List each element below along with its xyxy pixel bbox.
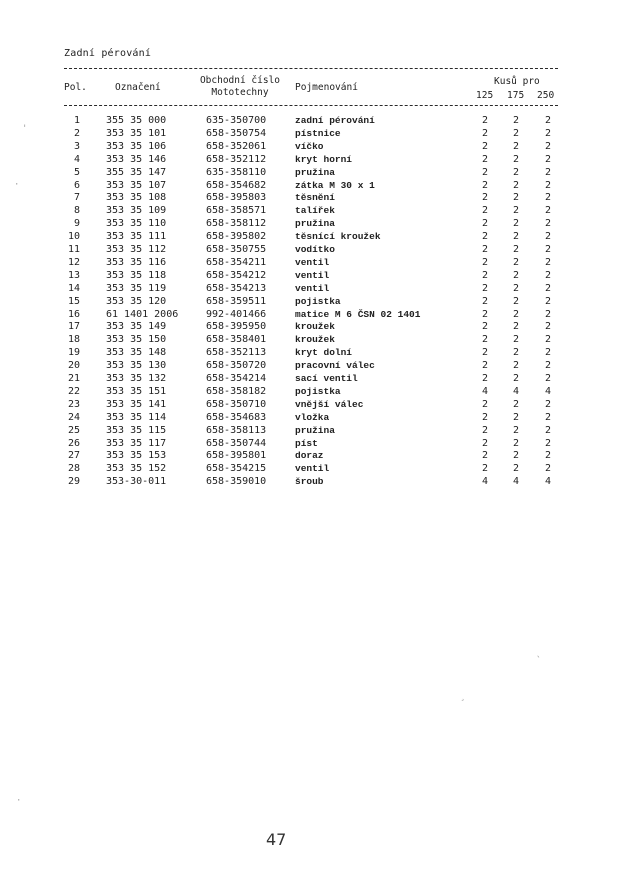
qty-175-cell: 2 <box>512 140 520 152</box>
trade-number-cell: 658-352112 <box>206 153 267 165</box>
qty-125-cell: 2 <box>481 231 489 243</box>
qty-125-cell: 2 <box>481 269 489 281</box>
table-row <box>0 269 630 282</box>
designation-cell: 61 1401 2006 <box>106 308 179 320</box>
position-cell: 10 <box>67 231 80 243</box>
trade-number-cell: 658-358113 <box>206 424 267 436</box>
trade-number-cell: 658-354682 <box>206 179 267 191</box>
trade-number-cell: 658-354212 <box>206 269 267 281</box>
qty-175-cell: 2 <box>512 218 520 230</box>
position-cell: 20 <box>67 360 80 372</box>
position-cell: 1 <box>73 115 80 126</box>
designation-cell: 353 35 132 <box>106 373 167 384</box>
qty-175-cell: 2 <box>512 463 520 475</box>
qty-125-cell: 2 <box>481 192 489 204</box>
name-cell: ventil <box>295 463 330 475</box>
position-cell: 13 <box>67 269 80 281</box>
qty-125-cell: 2 <box>481 256 489 268</box>
qty-175-cell: 2 <box>512 282 520 294</box>
table-row <box>0 153 630 166</box>
name-cell: zátka M 30 x 1 <box>295 179 375 191</box>
designation-cell: 353 35 111 <box>106 231 167 243</box>
trade-number-cell: 658-354211 <box>206 256 267 268</box>
position-cell: 24 <box>67 411 80 423</box>
name-cell: ventil <box>295 269 330 281</box>
qty-125-cell: 2 <box>481 166 489 178</box>
designation-cell: 353 35 141 <box>106 398 167 410</box>
qty-125-cell: 4 <box>481 385 489 397</box>
qty-175-cell: 2 <box>512 360 520 372</box>
trade-number-cell: 658-350720 <box>206 360 267 372</box>
position-cell: 17 <box>67 321 80 333</box>
designation-cell: 353 35 114 <box>106 411 167 423</box>
qty-175-cell: 2 <box>512 295 520 307</box>
trade-number-cell: 658-358182 <box>206 385 267 397</box>
position-cell: 19 <box>67 347 80 359</box>
qty-175-cell: 2 <box>512 205 520 217</box>
table-row <box>0 179 630 192</box>
position-cell: 25 <box>67 424 80 436</box>
position-cell: 16 <box>67 308 80 320</box>
qty-250-cell: 2 <box>544 282 552 294</box>
trade-number-cell: 658-395802 <box>206 231 267 243</box>
trade-number-cell: 658-395801 <box>206 450 267 462</box>
table-row <box>0 320 630 333</box>
qty-175-cell: 2 <box>512 347 520 359</box>
qty-175-cell: 2 <box>512 153 520 165</box>
qty-250-cell: 2 <box>544 231 552 243</box>
scan-speck: ' <box>22 124 28 134</box>
header-trade-number-line1: Obchodní číslo <box>199 75 281 86</box>
qty-250-cell: 2 <box>544 360 552 372</box>
qty-175-cell: 2 <box>512 244 520 255</box>
designation-cell: 353 35 107 <box>106 179 167 191</box>
designation-cell: 353 35 106 <box>106 140 167 152</box>
qty-175-cell: 2 <box>512 334 520 346</box>
name-cell: ventil <box>295 282 330 294</box>
qty-250-cell: 2 <box>544 192 552 204</box>
trade-number-cell: 992-401466 <box>206 308 267 320</box>
table-row <box>0 437 630 450</box>
position-cell: 12 <box>67 256 80 268</box>
position-cell: 18 <box>67 334 80 346</box>
qty-250-cell: 2 <box>544 179 552 191</box>
position-cell: 7 <box>73 192 80 204</box>
designation-cell: 353 35 116 <box>106 256 167 268</box>
table-row <box>0 475 630 488</box>
page-number: 47 <box>266 830 287 849</box>
position-cell: 23 <box>67 398 80 410</box>
designation-cell: 353 35 118 <box>106 269 167 281</box>
position-cell: 27 <box>67 450 80 462</box>
position-cell: 9 <box>73 218 80 230</box>
qty-125-cell: 2 <box>481 153 489 165</box>
name-cell: pružina <box>295 424 335 436</box>
name-cell: doraz <box>295 450 324 462</box>
designation-cell: 353 35 101 <box>106 127 167 139</box>
qty-250-cell: 2 <box>544 411 552 423</box>
name-cell: sací ventil <box>295 373 358 384</box>
designation-cell: 353 35 146 <box>106 153 167 165</box>
qty-125-cell: 2 <box>481 347 489 359</box>
trade-number-cell: 658-359010 <box>206 476 267 488</box>
trade-number-cell: 658-354213 <box>206 282 267 294</box>
table-row <box>0 295 630 308</box>
qty-125-cell: 2 <box>481 321 489 333</box>
qty-250-cell: 4 <box>544 476 552 488</box>
name-cell: vodítko <box>295 244 335 255</box>
name-cell: šroub <box>295 476 324 488</box>
position-cell: 6 <box>73 179 80 191</box>
qty-125-cell: 2 <box>481 308 489 320</box>
position-cell: 21 <box>67 373 80 384</box>
qty-250-cell: 2 <box>544 437 552 449</box>
qty-175-cell: 2 <box>512 373 520 384</box>
table-row <box>0 282 630 295</box>
qty-125-cell: 2 <box>481 411 489 423</box>
qty-175-cell: 2 <box>512 179 520 191</box>
name-cell: vložka <box>295 411 330 423</box>
table-row <box>0 424 630 437</box>
header-rule-bottom <box>64 105 558 106</box>
header-rule-top <box>64 68 558 69</box>
name-cell: kryt dolní <box>295 347 353 359</box>
qty-175-cell: 2 <box>512 256 520 268</box>
header-qty-175: 175 <box>507 90 525 101</box>
designation-cell: 353 35 153 <box>106 450 167 462</box>
scan-speck: ` <box>536 656 542 666</box>
header-trade-number <box>188 75 292 99</box>
table-row <box>0 359 630 372</box>
trade-number-cell: 658-358401 <box>206 334 267 346</box>
designation-cell: 353 35 148 <box>106 347 167 359</box>
scan-speck: · <box>14 180 20 190</box>
qty-125-cell: 2 <box>481 360 489 372</box>
name-cell: kroužek <box>295 334 335 346</box>
position-cell: 14 <box>67 282 80 294</box>
position-cell: 15 <box>67 295 80 307</box>
designation-cell: 353 35 108 <box>106 192 167 204</box>
table-row <box>0 217 630 230</box>
header-name: Pojmenování <box>295 82 358 93</box>
qty-250-cell: 2 <box>544 373 552 384</box>
designation-cell: 353 35 119 <box>106 282 167 294</box>
qty-250-cell: 2 <box>544 269 552 281</box>
qty-125-cell: 2 <box>481 373 489 384</box>
name-cell: matice M 6 ČSN 02 1401 <box>295 308 421 320</box>
header-designation: Označení <box>115 82 161 93</box>
trade-number-cell: 658-352113 <box>206 347 267 359</box>
designation-cell: 353 35 149 <box>106 321 167 333</box>
qty-125-cell: 2 <box>481 437 489 449</box>
name-cell: kryt horní <box>295 153 353 165</box>
table-row <box>0 256 630 269</box>
table-row <box>0 308 630 321</box>
trade-number-cell: 658-354683 <box>206 411 267 423</box>
header-quantity-for: Kusů pro <box>494 76 540 87</box>
trade-number-cell: 658-354215 <box>206 463 267 475</box>
name-cell: pojistka <box>295 295 341 307</box>
table-row <box>0 191 630 204</box>
name-cell: pojistka <box>295 385 341 397</box>
table-row <box>0 140 630 153</box>
header-qty-125: 125 <box>476 90 494 101</box>
header-trade-number-line2: Mototechny <box>211 87 269 98</box>
name-cell: zadní pérování <box>295 115 375 126</box>
qty-175-cell: 2 <box>512 424 520 436</box>
designation-cell: 353 35 130 <box>106 360 167 372</box>
position-cell: 8 <box>73 205 80 217</box>
name-cell: talířek <box>295 205 335 217</box>
qty-125-cell: 2 <box>481 244 489 255</box>
designation-cell: 353 35 112 <box>106 244 167 255</box>
qty-250-cell: 2 <box>544 218 552 230</box>
qty-125-cell: 2 <box>481 463 489 475</box>
trade-number-cell: 658-350710 <box>206 398 267 410</box>
qty-250-cell: 2 <box>544 321 552 333</box>
table-row <box>0 204 630 217</box>
position-cell: 3 <box>73 140 80 152</box>
qty-175-cell: 4 <box>512 385 520 397</box>
name-cell: těsnění <box>295 192 335 204</box>
qty-175-cell: 2 <box>512 127 520 139</box>
position-cell: 4 <box>73 153 80 165</box>
trade-number-cell: 658-359511 <box>206 295 267 307</box>
qty-250-cell: 2 <box>544 244 552 255</box>
name-cell: kroužek <box>295 321 335 333</box>
qty-125-cell: 4 <box>481 476 489 488</box>
qty-125-cell: 2 <box>481 295 489 307</box>
designation-cell: 353 35 151 <box>106 385 167 397</box>
qty-250-cell: 2 <box>544 140 552 152</box>
qty-250-cell: 2 <box>544 153 552 165</box>
qty-125-cell: 2 <box>481 179 489 191</box>
trade-number-cell: 658-350754 <box>206 127 267 139</box>
trade-number-cell: 635-350700 <box>206 115 267 126</box>
qty-250-cell: 2 <box>544 347 552 359</box>
table-row <box>0 127 630 140</box>
designation-cell: 353 35 115 <box>106 424 167 436</box>
qty-175-cell: 2 <box>512 437 520 449</box>
trade-number-cell: 658-350744 <box>206 437 267 449</box>
table-row <box>0 230 630 243</box>
qty-250-cell: 2 <box>544 398 552 410</box>
trade-number-cell: 658-354214 <box>206 373 267 384</box>
qty-250-cell: 2 <box>544 308 552 320</box>
position-cell: 11 <box>67 244 80 255</box>
name-cell: pracovní válec <box>295 360 375 372</box>
qty-175-cell: 4 <box>512 476 520 488</box>
table-row <box>0 346 630 359</box>
name-cell: pružina <box>295 166 335 178</box>
scan-speck: ¸ <box>460 692 466 702</box>
qty-250-cell: 2 <box>544 424 552 436</box>
position-cell: 22 <box>67 385 80 397</box>
position-cell: 2 <box>73 127 80 139</box>
position-cell: 28 <box>67 463 80 475</box>
name-cell: pružina <box>295 218 335 230</box>
designation-cell: 353 35 152 <box>106 463 167 475</box>
qty-175-cell: 2 <box>512 308 520 320</box>
qty-250-cell: 2 <box>544 256 552 268</box>
qty-250-cell: 2 <box>544 166 552 178</box>
name-cell: píst <box>295 437 318 449</box>
table-row <box>0 449 630 462</box>
qty-250-cell: 2 <box>544 463 552 475</box>
name-cell: těsnící kroužek <box>295 231 381 243</box>
qty-250-cell: 2 <box>544 295 552 307</box>
qty-175-cell: 2 <box>512 115 520 126</box>
qty-250-cell: 2 <box>544 127 552 139</box>
qty-125-cell: 2 <box>481 282 489 294</box>
trade-number-cell: 635-358110 <box>206 166 267 178</box>
qty-250-cell: 2 <box>544 450 552 462</box>
designation-cell: 353 35 110 <box>106 218 167 230</box>
table-row <box>0 372 630 385</box>
header-pos: Pol. <box>64 82 87 93</box>
designation-cell: 353 35 109 <box>106 205 167 217</box>
table-row <box>0 385 630 398</box>
qty-125-cell: 2 <box>481 127 489 139</box>
qty-125-cell: 2 <box>481 205 489 217</box>
qty-250-cell: 2 <box>544 115 552 126</box>
qty-175-cell: 2 <box>512 166 520 178</box>
qty-125-cell: 2 <box>481 218 489 230</box>
name-cell: vnější válec <box>295 398 364 410</box>
section-title: Zadní pérování <box>64 48 152 59</box>
position-cell: 29 <box>67 476 80 488</box>
designation-cell: 355 35 000 <box>106 115 167 126</box>
qty-125-cell: 2 <box>481 450 489 462</box>
qty-175-cell: 2 <box>512 411 520 423</box>
table-row <box>0 114 630 127</box>
qty-125-cell: 2 <box>481 115 489 126</box>
qty-250-cell: 2 <box>544 205 552 217</box>
designation-cell: 353-30-011 <box>106 476 167 488</box>
table-row <box>0 166 630 179</box>
trade-number-cell: 658-352061 <box>206 140 267 152</box>
name-cell: víčko <box>295 140 324 152</box>
trade-number-cell: 658-358112 <box>206 218 267 230</box>
name-cell: pístnice <box>295 127 341 139</box>
table-row <box>0 243 630 256</box>
designation-cell: 353 35 120 <box>106 295 167 307</box>
qty-125-cell: 2 <box>481 140 489 152</box>
designation-cell: 355 35 147 <box>106 166 167 178</box>
trade-number-cell: 658-350755 <box>206 244 267 255</box>
qty-250-cell: 4 <box>544 385 552 397</box>
qty-125-cell: 2 <box>481 334 489 346</box>
position-cell: 5 <box>73 166 80 178</box>
designation-cell: 353 35 117 <box>106 437 167 449</box>
qty-175-cell: 2 <box>512 398 520 410</box>
qty-175-cell: 2 <box>512 269 520 281</box>
position-cell: 26 <box>67 437 80 449</box>
qty-175-cell: 2 <box>512 321 520 333</box>
qty-125-cell: 2 <box>481 424 489 436</box>
qty-250-cell: 2 <box>544 334 552 346</box>
qty-175-cell: 2 <box>512 450 520 462</box>
qty-175-cell: 2 <box>512 231 520 243</box>
trade-number-cell: 658-395950 <box>206 321 267 333</box>
qty-175-cell: 2 <box>512 192 520 204</box>
table-row <box>0 411 630 424</box>
scan-speck: · <box>16 796 22 806</box>
name-cell: ventil <box>295 256 330 268</box>
table-row <box>0 333 630 346</box>
table-row <box>0 462 630 475</box>
header-qty-250: 250 <box>537 90 555 101</box>
trade-number-cell: 658-358571 <box>206 205 267 217</box>
designation-cell: 353 35 150 <box>106 334 167 346</box>
table-row <box>0 398 630 411</box>
qty-125-cell: 2 <box>481 398 489 410</box>
trade-number-cell: 658-395803 <box>206 192 267 204</box>
